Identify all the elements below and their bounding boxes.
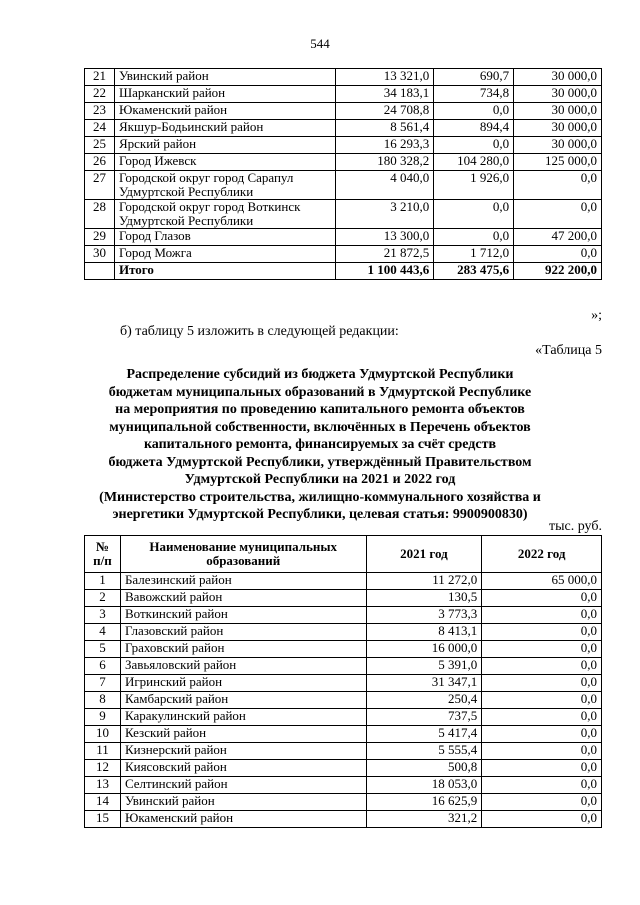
- row-number: 3: [85, 607, 121, 624]
- row-number: 2: [85, 590, 121, 607]
- value-col-1: 3 210,0: [336, 200, 434, 229]
- value-2021: 16 000,0: [366, 641, 482, 658]
- table-row: [85, 171, 602, 200]
- value-2021: 130,5: [366, 590, 482, 607]
- value-col-1: 24 708,8: [336, 103, 434, 120]
- row-number: 1: [85, 573, 121, 590]
- heading-line: капитального ремонта, финансируемых за счёт средств: [143, 437, 497, 452]
- table-row: [85, 641, 602, 658]
- municipality-name: Ярский район: [114, 137, 336, 154]
- value-2021: 11 272,0: [366, 573, 482, 590]
- municipality-name: Каракулинский район: [120, 709, 366, 726]
- municipality-name: Селтинский район: [120, 777, 366, 794]
- value-2021: 5 555,4: [366, 743, 482, 760]
- unit-label: тыс. руб.: [549, 519, 602, 534]
- value-2021: 3 773,3: [366, 607, 482, 624]
- table-row: [85, 760, 602, 777]
- header-row: [85, 536, 602, 573]
- header-2021: 2021 год: [366, 536, 482, 573]
- value-col-1: 21 872,5: [336, 246, 434, 263]
- value-col-3: 30 000,0: [514, 86, 602, 103]
- page-number: 544: [310, 36, 330, 51]
- row-number: 30: [85, 246, 115, 263]
- value-col-2: 894,4: [434, 120, 514, 137]
- total-col-2: 283 475,6: [434, 263, 514, 280]
- municipality-name: Город Можга: [114, 246, 336, 263]
- table-row: [85, 692, 602, 709]
- value-col-2: 0,0: [434, 200, 514, 229]
- heading-line: на мероприятия по проведению капитального ремонта объектов: [115, 402, 525, 417]
- value-2022: 0,0: [482, 811, 602, 828]
- municipality-name: Городской округ город Воткинск Удмуртской Республики: [114, 200, 336, 229]
- value-col-1: 8 561,4: [336, 120, 434, 137]
- value-2021: 321,2: [366, 811, 482, 828]
- value-2022: 0,0: [482, 709, 602, 726]
- value-2022: 0,0: [482, 624, 602, 641]
- table-row: [85, 624, 602, 641]
- municipality-name: Город Ижевск: [114, 154, 336, 171]
- value-2022: 0,0: [482, 675, 602, 692]
- row-number: 10: [85, 726, 121, 743]
- row-number: 22: [85, 86, 115, 103]
- table-row: [85, 607, 602, 624]
- row-number: 6: [85, 658, 121, 675]
- table-row: [85, 154, 602, 171]
- municipality-name: Кизнерский район: [120, 743, 366, 760]
- table-row: [85, 200, 602, 229]
- row-number: 4: [85, 624, 121, 641]
- value-2021: 16 625,9: [366, 794, 482, 811]
- value-2021: 18 053,0: [366, 777, 482, 794]
- value-2022: 0,0: [482, 607, 602, 624]
- value-col-2: 104 280,0: [434, 154, 514, 171]
- table-row: [85, 658, 602, 675]
- heading-line: Распределение субсидий из бюджета Удмуртской Республики: [126, 367, 514, 382]
- value-col-3: 30 000,0: [514, 103, 602, 120]
- value-col-1: 180 328,2: [336, 154, 434, 171]
- header-number: № п/п: [85, 536, 121, 573]
- municipality-name: Кезский район: [120, 726, 366, 743]
- value-col-2: 734,8: [434, 86, 514, 103]
- value-2021: 31 347,1: [366, 675, 482, 692]
- row-number: 21: [85, 69, 115, 86]
- row-number: 7: [85, 675, 121, 692]
- total-label: Итого: [114, 263, 336, 280]
- value-col-2: 0,0: [434, 103, 514, 120]
- table-row: [85, 120, 602, 137]
- value-2022: 0,0: [482, 641, 602, 658]
- value-col-3: 30 000,0: [514, 69, 602, 86]
- table-body: [85, 69, 602, 280]
- value-col-3: 30 000,0: [514, 120, 602, 137]
- value-col-1: 16 293,3: [336, 137, 434, 154]
- municipality-name: Якшур-Бодьинский район: [114, 120, 336, 137]
- table-row: [85, 811, 602, 828]
- table-row: [85, 229, 602, 246]
- municipality-name: Юкаменский район: [120, 811, 366, 828]
- row-number: 9: [85, 709, 121, 726]
- total-number-cell: [85, 263, 115, 280]
- value-col-1: 13 321,0: [336, 69, 434, 86]
- table-heading: [90, 366, 550, 524]
- table-body: [85, 573, 602, 828]
- table-row: [85, 69, 602, 86]
- municipality-name: Увинский район: [120, 794, 366, 811]
- value-2022: 0,0: [482, 590, 602, 607]
- value-col-3: 0,0: [514, 246, 602, 263]
- value-2021: 250,4: [366, 692, 482, 709]
- row-number: 12: [85, 760, 121, 777]
- heading-line: муниципальной собственности, включённых в Перечень объектов: [109, 419, 531, 435]
- value-col-2: 1 712,0: [434, 246, 514, 263]
- value-2022: 0,0: [482, 743, 602, 760]
- value-2022: 0,0: [482, 692, 602, 709]
- value-2022: 0,0: [482, 794, 602, 811]
- total-row: [85, 263, 602, 280]
- table-row: [85, 86, 602, 103]
- subsidy-table-5: [84, 535, 602, 828]
- row-number: 5: [85, 641, 121, 658]
- table-row: [85, 573, 602, 590]
- table-row: [85, 675, 602, 692]
- table-label: «Таблица 5: [535, 343, 602, 358]
- row-number: 15: [85, 811, 121, 828]
- heading-line: бюджета Удмуртской Республики, утверждённый Правительством: [108, 454, 532, 470]
- table-row: [85, 709, 602, 726]
- row-number: 11: [85, 743, 121, 760]
- total-col-1: 1 100 443,6: [336, 263, 434, 280]
- row-number: 14: [85, 794, 121, 811]
- row-number: 8: [85, 692, 121, 709]
- municipality-name: Балезинский район: [120, 573, 366, 590]
- value-col-2: 0,0: [434, 137, 514, 154]
- value-col-1: 4 040,0: [336, 171, 434, 200]
- table-row: [85, 246, 602, 263]
- table-row: [85, 743, 602, 760]
- value-col-1: 34 183,1: [336, 86, 434, 103]
- table-row: [85, 726, 602, 743]
- heading-line: бюджетам муниципальных образований в Удмуртской Республике: [108, 384, 532, 400]
- header-municipality: Наименование муниципальных образований: [120, 536, 366, 573]
- value-col-3: 0,0: [514, 171, 602, 200]
- heading-line: энергетики Удмуртской Республики, целевая статья: 9900900830): [112, 507, 528, 522]
- row-number: 25: [85, 137, 115, 154]
- value-col-3: 47 200,0: [514, 229, 602, 246]
- header-2022: 2022 год: [482, 536, 602, 573]
- total-col-3: 922 200,0: [514, 263, 602, 280]
- paragraph-b: б) таблицу 5 изложить в следующей редакции:: [120, 324, 399, 339]
- municipality-name: Игринский район: [120, 675, 366, 692]
- municipality-name: Граховский район: [120, 641, 366, 658]
- table-row: [85, 137, 602, 154]
- municipality-name: Шарканский район: [114, 86, 336, 103]
- value-col-3: 125 000,0: [514, 154, 602, 171]
- value-2021: 5 391,0: [366, 658, 482, 675]
- value-2021: 500,8: [366, 760, 482, 777]
- row-number: 23: [85, 103, 115, 120]
- row-number: 28: [85, 200, 115, 229]
- value-2022: 0,0: [482, 760, 602, 777]
- value-2022: 0,0: [482, 777, 602, 794]
- value-2021: 737,5: [366, 709, 482, 726]
- row-number: 24: [85, 120, 115, 137]
- municipality-name: Воткинский район: [120, 607, 366, 624]
- value-2022: 65 000,0: [482, 573, 602, 590]
- value-col-1: 13 300,0: [336, 229, 434, 246]
- table-row: [85, 794, 602, 811]
- value-2022: 0,0: [482, 658, 602, 675]
- table-row: [85, 777, 602, 794]
- municipality-name: Город Глазов: [114, 229, 336, 246]
- municipality-name: Увинский район: [114, 69, 336, 86]
- row-number: 13: [85, 777, 121, 794]
- municipality-name: Киясовский район: [120, 760, 366, 777]
- municipality-name: Завьяловский район: [120, 658, 366, 675]
- municipality-name: Камбарский район: [120, 692, 366, 709]
- value-2021: 5 417,4: [366, 726, 482, 743]
- municipality-name: Глазовский район: [120, 624, 366, 641]
- subsidy-table-continued: [84, 68, 602, 280]
- municipality-name: Вавожский район: [120, 590, 366, 607]
- value-col-3: 30 000,0: [514, 137, 602, 154]
- value-col-2: 1 926,0: [434, 171, 514, 200]
- value-2022: 0,0: [482, 726, 602, 743]
- value-col-3: 0,0: [514, 200, 602, 229]
- table-row: [85, 590, 602, 607]
- heading-line: Удмуртской Республики на 2021 и 2022 год: [184, 472, 456, 487]
- value-2021: 8 413,1: [366, 624, 482, 641]
- heading-line: (Министерство строительства, жилищно-коммунального хозяйства и: [99, 489, 541, 505]
- row-number: 29: [85, 229, 115, 246]
- table-row: [85, 103, 602, 120]
- municipality-name: Городской округ город Сарапул Удмуртской Республики: [114, 171, 336, 200]
- row-number: 26: [85, 154, 115, 171]
- row-number: 27: [85, 171, 115, 200]
- value-col-2: 0,0: [434, 229, 514, 246]
- municipality-name: Юкаменский район: [114, 103, 336, 120]
- value-col-2: 690,7: [434, 69, 514, 86]
- closing-mark: »;: [591, 308, 602, 323]
